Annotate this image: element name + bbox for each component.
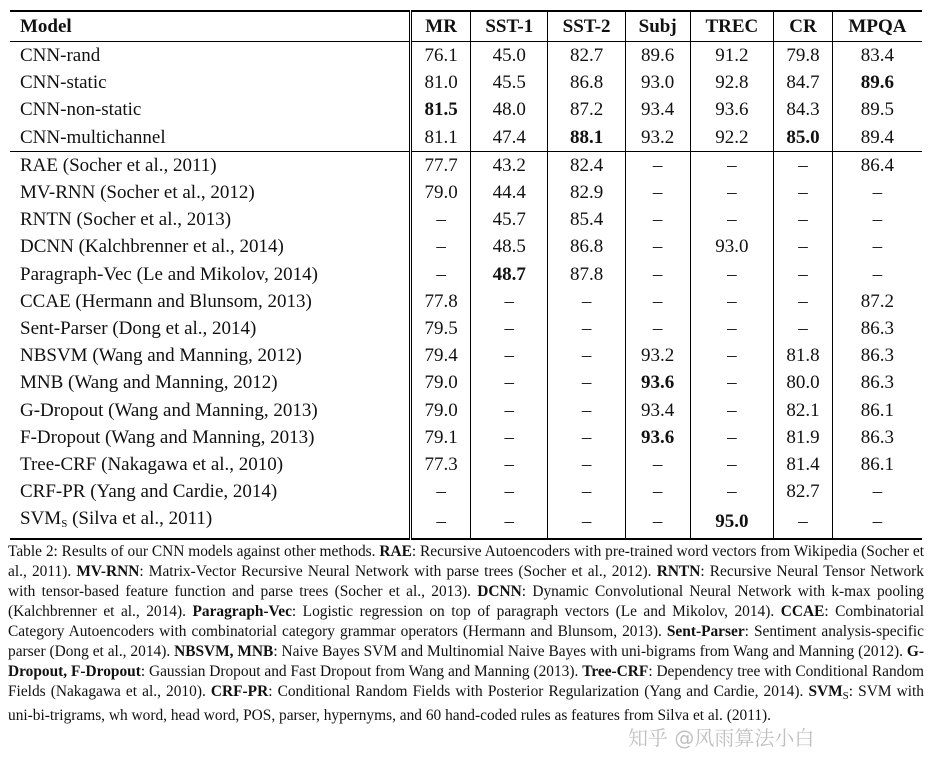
score-cell: 48.5 xyxy=(471,233,548,260)
score-cell: – xyxy=(690,179,774,206)
table-caption xyxy=(8,542,924,726)
score-cell: – xyxy=(625,451,690,478)
caption-subscript: S xyxy=(842,690,849,702)
score-cell: – xyxy=(471,505,548,539)
score-cell: – xyxy=(774,315,833,342)
score-cell: 86.8 xyxy=(548,69,625,96)
model-name: G-Dropout (Wang and Manning, 2013) xyxy=(10,396,411,423)
column-header: SST-2 xyxy=(548,11,625,42)
score-cell: – xyxy=(690,369,774,396)
caption-text: : Conditional Random Fields with Posterior Regularization (Yang and Cardie, 2014). xyxy=(268,683,809,700)
score-cell: 89.6 xyxy=(625,42,690,70)
score-cell: 93.6 xyxy=(690,96,774,123)
table-row xyxy=(10,288,922,315)
score-cell: 79.0 xyxy=(411,179,471,206)
score-cell: – xyxy=(690,451,774,478)
score-cell: 86.4 xyxy=(860,154,895,176)
score-cell: 79.5 xyxy=(411,315,471,342)
column-header: CR xyxy=(774,11,833,42)
score-cell: 89.4 xyxy=(860,126,895,148)
score-cell: 87.2 xyxy=(548,96,625,123)
score-cell: 45.7 xyxy=(471,206,548,233)
score-cell: – xyxy=(471,288,548,315)
table-row xyxy=(10,342,922,369)
score-cell: – xyxy=(625,233,690,260)
score-cell: 77.7 xyxy=(411,151,471,179)
score-cell: 81.4 xyxy=(774,451,833,478)
score-cell: – xyxy=(625,288,690,315)
score-cell: 92.8 xyxy=(690,69,774,96)
score-cell: – xyxy=(872,209,883,231)
column-header: Subj xyxy=(625,11,690,42)
score-cell: 82.1 xyxy=(774,396,833,423)
score-cell: 81.8 xyxy=(774,342,833,369)
score-cell: – xyxy=(690,424,774,451)
score-cell: 47.4 xyxy=(471,124,548,152)
score-cell: 87.8 xyxy=(548,261,625,288)
score-cell: – xyxy=(471,315,548,342)
score-cell: 88.1 xyxy=(548,124,625,152)
caption-term: DCNN xyxy=(477,583,522,600)
score-cell: – xyxy=(774,233,833,260)
score-cell: 86.3 xyxy=(860,426,895,448)
score-cell: 87.2 xyxy=(860,290,895,312)
score-cell: 77.3 xyxy=(411,451,471,478)
caption-text: : Logistic regression on top of paragraph vectors (Le and Mikolov, 2014). xyxy=(291,603,781,620)
score-cell: – xyxy=(548,424,625,451)
score-cell: 44.4 xyxy=(471,179,548,206)
table-body xyxy=(10,42,922,540)
score-cell: 86.3 xyxy=(860,345,895,367)
caption-text: : SVM with uni-bi-trigrams, wh word, head word, POS, parser, hypernyms, and 60 hand-coded rules as features from Silva et al. (2011). xyxy=(8,683,924,724)
score-cell: 86.1 xyxy=(860,399,895,421)
score-cell: 91.2 xyxy=(690,42,774,70)
score-cell: 81.0 xyxy=(411,69,471,96)
score-cell: 86.8 xyxy=(548,233,625,260)
score-cell: 89.6 xyxy=(860,72,895,94)
score-cell: – xyxy=(872,511,883,533)
score-cell: – xyxy=(774,179,833,206)
score-cell: 93.4 xyxy=(625,396,690,423)
score-cell: – xyxy=(872,481,883,503)
score-cell: – xyxy=(471,369,548,396)
caption-text: : Recursive Autoencoders with pre-trained word vectors from Wikipedia (Socher et al., 2011). xyxy=(8,543,924,580)
score-cell: 86.3 xyxy=(860,372,895,394)
score-cell: 82.9 xyxy=(548,179,625,206)
caption-text: : Dependency tree with Conditional Random Fields (Nakagawa et al., 2010). xyxy=(8,663,925,700)
column-header: Model xyxy=(10,11,411,42)
score-cell: 43.2 xyxy=(471,151,548,179)
score-cell: 82.7 xyxy=(548,42,625,70)
score-cell: 93.0 xyxy=(625,69,690,96)
table-row xyxy=(10,261,922,288)
score-cell: 93.6 xyxy=(625,369,690,396)
caption-term: NBSVM, MNB xyxy=(174,643,274,660)
model-name: CNN-non-static xyxy=(10,96,411,123)
score-cell: 85.0 xyxy=(774,124,833,152)
caption-text: : Gaussian Dropout and Fast Dropout from Wang and Manning (2013). xyxy=(140,663,583,680)
score-cell: – xyxy=(774,288,833,315)
model-name: CNN-static xyxy=(10,69,411,96)
caption-term: CCAE xyxy=(780,603,825,620)
caption-term: RAE xyxy=(379,543,412,560)
caption-text: : Dynamic Convolutional Neural Network with k-max pooling (Kalchbrenner et al., 2014). xyxy=(8,583,924,620)
table-row xyxy=(10,505,922,539)
table-row xyxy=(10,424,922,451)
score-cell: – xyxy=(548,396,625,423)
caption-text: : Naive Bayes SVM and Multinomial Naive Bayes with uni-bigrams from Wang and Manning (2012). xyxy=(273,643,907,660)
score-cell: 93.2 xyxy=(625,342,690,369)
score-cell: – xyxy=(625,151,690,179)
table-row xyxy=(10,69,922,96)
caption-text: : Matrix-Vector Recursive Neural Network with parse trees (Socher et al., 2012). xyxy=(139,563,657,580)
score-cell: – xyxy=(872,182,883,204)
score-cell: 86.3 xyxy=(860,317,895,339)
score-cell: – xyxy=(625,315,690,342)
column-header: TREC xyxy=(690,11,774,42)
score-cell: 82.4 xyxy=(548,151,625,179)
model-name: Tree-CRF (Nakagawa et al., 2010) xyxy=(10,451,411,478)
score-cell: – xyxy=(548,342,625,369)
table-row xyxy=(10,124,922,152)
score-cell: 84.7 xyxy=(774,69,833,96)
table-row xyxy=(10,233,922,260)
table-row xyxy=(10,315,922,342)
score-cell: – xyxy=(411,261,471,288)
score-cell: 95.0 xyxy=(690,505,774,539)
score-cell: – xyxy=(471,478,548,505)
model-name: Sent-Parser (Dong et al., 2014) xyxy=(10,315,411,342)
score-cell: – xyxy=(411,478,471,505)
model-name: F-Dropout (Wang and Manning, 2013) xyxy=(10,424,411,451)
score-cell: 45.5 xyxy=(471,69,548,96)
score-cell: 93.6 xyxy=(625,424,690,451)
score-cell: – xyxy=(774,206,833,233)
score-cell: – xyxy=(471,396,548,423)
caption-term: Sent-Parser xyxy=(666,623,745,640)
score-cell: – xyxy=(690,151,774,179)
score-cell: – xyxy=(690,261,774,288)
table-row xyxy=(10,369,922,396)
score-cell: – xyxy=(411,206,471,233)
score-cell: – xyxy=(548,451,625,478)
model-name: RNTN (Socher et al., 2013) xyxy=(10,206,411,233)
results-table xyxy=(10,10,922,540)
caption-text: : Recursive Neural Tensor Network with tensor-based feature function and parse trees (Socher et al., 2013). xyxy=(8,563,924,600)
score-cell: – xyxy=(548,369,625,396)
table-row xyxy=(10,478,922,505)
model-name: CNN-rand xyxy=(10,42,411,70)
score-cell: 92.2 xyxy=(690,124,774,152)
watermark: 知乎 @风雨算法小白 xyxy=(628,726,815,750)
caption-text: Table 2: Results of our CNN models against other methods. xyxy=(8,543,380,560)
table-row xyxy=(10,206,922,233)
caption-term: RNTN xyxy=(656,563,701,580)
caption-text: : Sentiment analysis-specific parser (Dong et al., 2014). xyxy=(8,623,924,660)
score-cell: – xyxy=(690,315,774,342)
score-cell: – xyxy=(548,505,625,539)
column-header: MPQA xyxy=(848,16,907,37)
score-cell: 45.0 xyxy=(471,42,548,70)
score-cell: 48.7 xyxy=(471,261,548,288)
score-cell: – xyxy=(774,261,833,288)
table-row xyxy=(10,451,922,478)
model-name: Paragraph-Vec (Le and Mikolov, 2014) xyxy=(10,261,411,288)
score-cell: 93.4 xyxy=(625,96,690,123)
column-header: MR xyxy=(411,11,471,42)
score-cell: 79.8 xyxy=(774,42,833,70)
caption-term: MV-RNN xyxy=(76,563,140,580)
table-row xyxy=(10,42,922,70)
model-name: $SVM_S$ (Silva et al., 2011) xyxy=(10,505,411,539)
model-name: CNN-multichannel xyxy=(10,124,411,152)
score-cell: – xyxy=(690,478,774,505)
score-cell: 79.1 xyxy=(411,424,471,451)
model-name: NBSVM (Wang and Manning, 2012) xyxy=(10,342,411,369)
score-cell: 79.4 xyxy=(411,342,471,369)
score-cell: – xyxy=(471,451,548,478)
score-cell: – xyxy=(411,233,471,260)
caption-term: CRF-PR xyxy=(210,683,269,700)
score-cell: – xyxy=(690,342,774,369)
score-cell: – xyxy=(411,505,471,539)
score-cell: 79.0 xyxy=(411,369,471,396)
score-cell: – xyxy=(625,478,690,505)
score-cell: – xyxy=(625,261,690,288)
caption-term: Paragraph-Vec xyxy=(192,603,292,620)
score-cell: 93.0 xyxy=(690,233,774,260)
score-cell: 84.3 xyxy=(774,96,833,123)
model-name: CCAE (Hermann and Blunsom, 2013) xyxy=(10,288,411,315)
score-cell: – xyxy=(872,263,883,285)
score-cell: 80.0 xyxy=(774,369,833,396)
caption-term: SVM xyxy=(808,683,843,700)
table-row xyxy=(10,96,922,123)
score-cell: – xyxy=(625,505,690,539)
caption-term: G-Dropout, F-Dropout xyxy=(8,643,924,680)
score-cell: 82.7 xyxy=(774,478,833,505)
caption-term: Tree-CRF xyxy=(582,663,649,680)
score-cell: – xyxy=(625,206,690,233)
score-cell: 77.8 xyxy=(411,288,471,315)
score-cell: 81.1 xyxy=(411,124,471,152)
score-cell: – xyxy=(690,396,774,423)
table-row xyxy=(10,396,922,423)
score-cell: 89.5 xyxy=(860,99,895,121)
score-cell: 48.0 xyxy=(471,96,548,123)
score-cell: – xyxy=(548,288,625,315)
score-cell: – xyxy=(625,179,690,206)
score-cell: 81.5 xyxy=(411,96,471,123)
score-cell: – xyxy=(690,206,774,233)
score-cell: – xyxy=(774,505,833,539)
score-cell: – xyxy=(548,478,625,505)
score-cell: 86.1 xyxy=(860,453,895,475)
score-cell: – xyxy=(690,288,774,315)
model-name: DCNN (Kalchbrenner et al., 2014) xyxy=(10,233,411,260)
table-row xyxy=(10,179,922,206)
score-cell: 76.1 xyxy=(411,42,471,70)
score-cell: 81.9 xyxy=(774,424,833,451)
score-cell: 85.4 xyxy=(548,206,625,233)
model-name: MV-RNN (Socher et al., 2012) xyxy=(10,179,411,206)
score-cell: 93.2 xyxy=(625,124,690,152)
column-header: SST-1 xyxy=(471,11,548,42)
score-cell: – xyxy=(872,236,883,258)
model-name: RAE (Socher et al., 2011) xyxy=(10,151,411,179)
header-row xyxy=(10,11,922,42)
caption-text: : Combinatorial Category Autoencoders with combinatorial category grammar operators (Hermann and Blunsom, 2013). xyxy=(8,603,924,640)
table-row xyxy=(10,151,922,179)
score-cell: 83.4 xyxy=(860,45,895,67)
score-cell: – xyxy=(774,151,833,179)
model-name: CRF-PR (Yang and Cardie, 2014) xyxy=(10,478,411,505)
score-cell: – xyxy=(548,315,625,342)
score-cell: 79.0 xyxy=(411,396,471,423)
score-cell: – xyxy=(471,342,548,369)
score-cell: – xyxy=(471,424,548,451)
model-name: MNB (Wang and Manning, 2012) xyxy=(10,369,411,396)
